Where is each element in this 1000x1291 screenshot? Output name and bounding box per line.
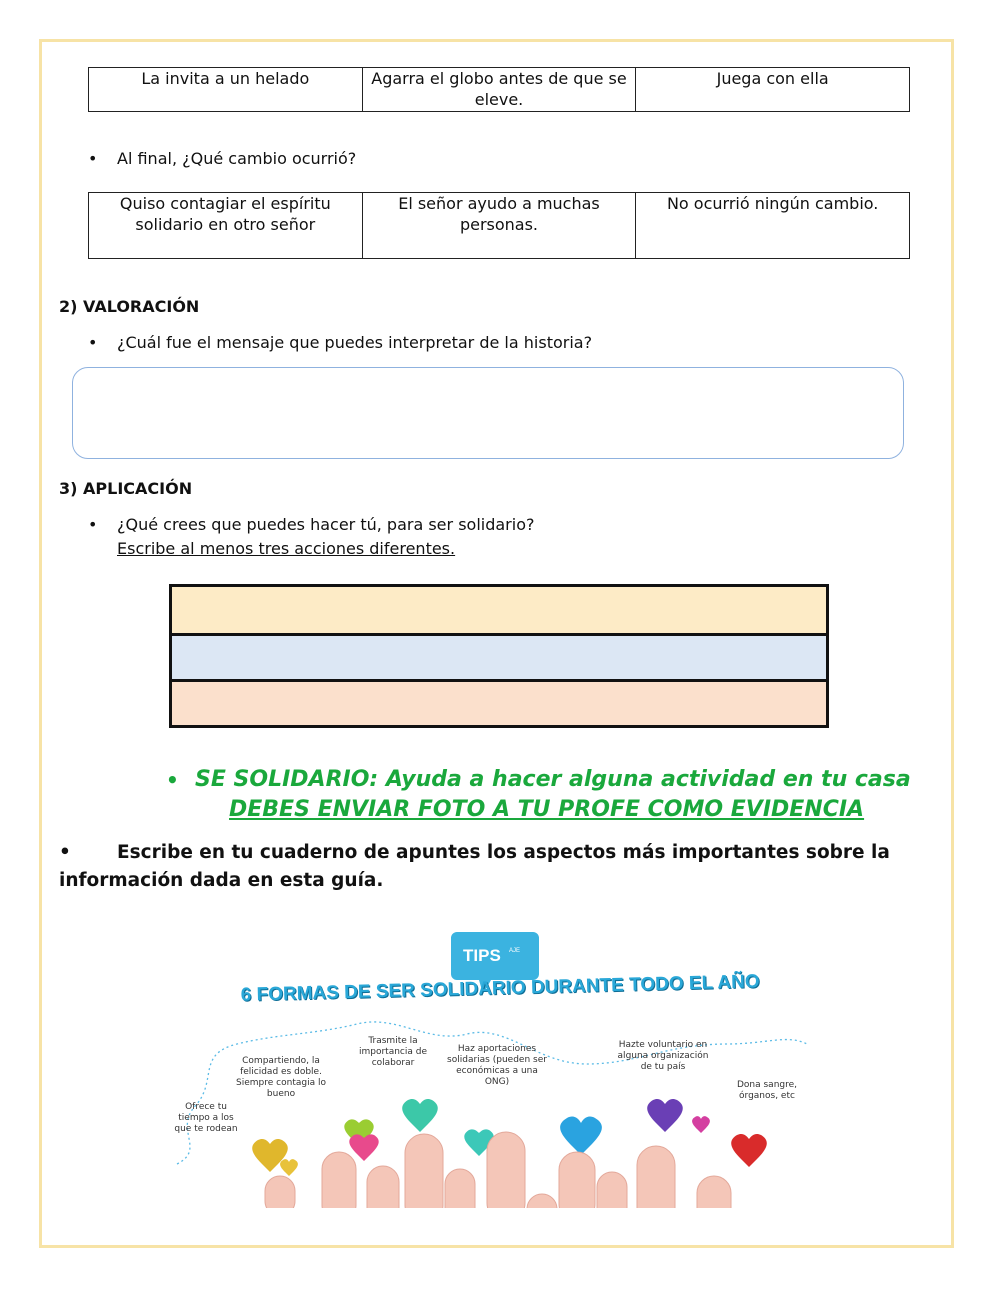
action-input-3[interactable] <box>172 679 826 725</box>
bullet-icon: • <box>88 515 98 534</box>
option-cell[interactable]: Quiso contagiar el espíritu solidario en otro señor <box>89 193 363 259</box>
solidarity-infographic <box>167 914 813 1208</box>
option-cell[interactable]: Juega con ella <box>636 68 910 112</box>
tip-text: Ofrece tu tiempo a los que te rodean <box>174 1102 238 1134</box>
option-cell[interactable]: Agarra el globo antes de que se eleve. <box>362 68 636 112</box>
tip-text: Hazte voluntario en alguna organización de tu país <box>617 1040 709 1072</box>
tips-badge-small: AJE <box>509 948 521 954</box>
options-table-1 <box>88 67 910 112</box>
action-input-1[interactable] <box>172 587 826 633</box>
message-answer-input[interactable] <box>72 367 904 459</box>
action-input-2[interactable] <box>172 633 826 679</box>
tip-text: Haz aportaciones solidarias (pueden ser económicas a una ONG) <box>447 1044 547 1087</box>
option-cell[interactable]: La invita a un helado <box>89 68 363 112</box>
bullet-icon: • <box>88 149 98 168</box>
infographic-title: 6 FORMAS DE SER SOLIDARIO DURANTE TODO EL AÑO <box>240 971 760 1006</box>
options-table-2 <box>88 192 910 259</box>
aplicacion-heading: 3) APLICACIÓN <box>59 479 193 498</box>
bullet-icon: • <box>88 333 98 352</box>
note-text: Escribe en tu cuaderno de apuntes los aspectos más importantes sobre la información dada en esta guía. <box>59 842 890 891</box>
option-cell[interactable]: No ocurrió ningún cambio. <box>636 193 910 259</box>
actions-answer-grid <box>169 584 829 728</box>
aplicacion-question: ¿Qué crees que puedes hacer tú, para ser solidario? <box>117 515 535 534</box>
bullet-icon: • <box>166 768 179 792</box>
aplicacion-instruction: Escribe al menos tres acciones diferentes. <box>117 539 456 558</box>
solidario-line-2: DEBES ENVIAR FOTO A TU PROFE COMO EVIDENCIA <box>229 797 865 822</box>
valoracion-heading: 2) VALORACIÓN <box>59 297 200 316</box>
valoracion-question: ¿Cuál fue el mensaje que puedes interpretar de la historia? <box>117 333 593 352</box>
tip-text: Trasmite la importancia de colaborar <box>358 1036 427 1068</box>
tip-text: Compartiendo, la felicidad es doble. Siempre contagia lo bueno <box>236 1056 326 1099</box>
solidario-line-1: SE SOLIDARIO: Ayuda a hacer alguna actividad en tu casa <box>195 767 911 792</box>
notebook-note <box>59 839 919 895</box>
option-cell[interactable]: El señor ayudo a muchas personas. <box>362 193 636 259</box>
tips-badge-label: TIPS <box>463 946 501 965</box>
bullet-icon: • <box>59 842 71 863</box>
tip-text: Dona sangre, órganos, etc <box>736 1080 798 1101</box>
question-change: Al final, ¿Qué cambio ocurrió? <box>117 149 357 168</box>
